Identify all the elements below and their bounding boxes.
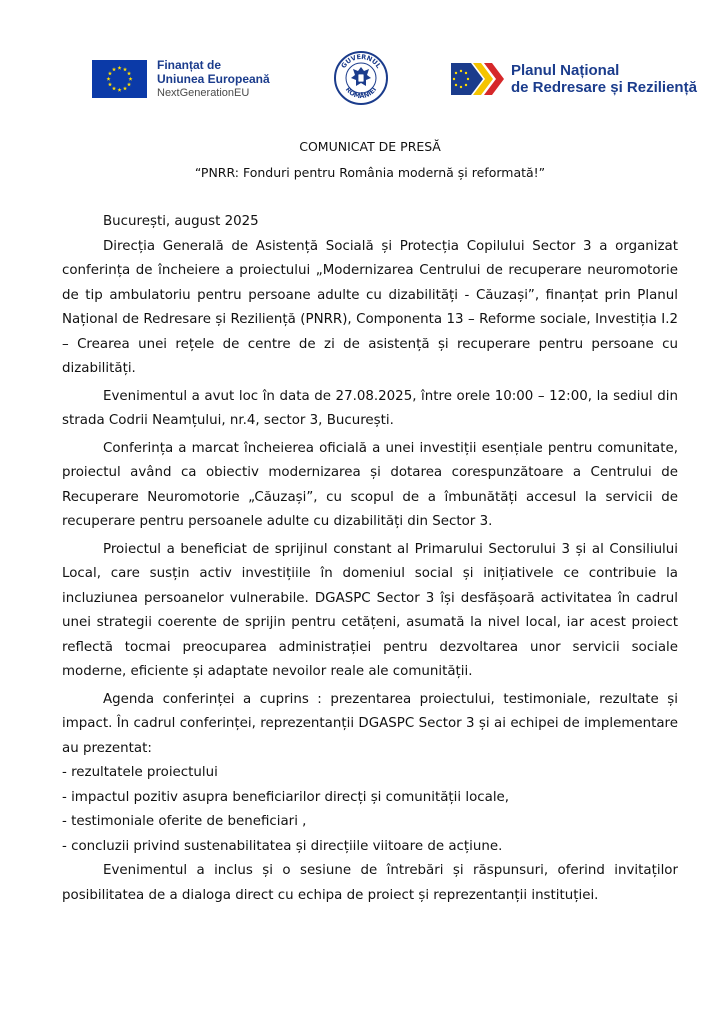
eu-star-icon	[117, 88, 121, 92]
eu-stars-icon	[92, 60, 147, 98]
eu-star-icon	[106, 77, 110, 81]
pnrr-flag-icon	[451, 63, 505, 95]
document-text	[62, 210, 678, 908]
pnrr-logo-line2: de Redresare și Reziliență	[511, 79, 697, 96]
list-item: - testimoniale oferite de beneficiari ,	[62, 814, 307, 829]
paragraph: Agenda conferinței a cuprins : prezentarea proiectului, testimoniale, rezultate și impact. În cadrul conferinței, reprezentanții DGASPC Sector 3 și ai echipei de implementare au prezentat:	[62, 691, 678, 756]
pnrr-logo-text	[511, 62, 697, 96]
eu-star-icon	[112, 86, 116, 90]
eu-logo-line3: NextGenerationEU	[157, 87, 250, 99]
paragraph: Evenimentul a avut loc în data de 27.08.2025, între orele 10:00 – 12:00, la sediul din strada Codrii Neamțului, nr.4, sector 3, București.	[62, 388, 678, 428]
eu-star-icon	[128, 77, 132, 81]
eu-logo-line2: Uniunea Europeană	[157, 72, 270, 86]
list-item: - rezultatele proiectului	[62, 765, 218, 780]
eu-star-icon	[127, 71, 131, 75]
eu-star-icon	[123, 67, 127, 71]
pnrr-logo	[451, 62, 697, 96]
paragraph: Direcția Generală de Asistență Socială și Protecția Copilului Sector 3 a organizat conferința de încheiere a proiectului „Modernizarea Centrului de recuperare neuromotorie de tip ambulatoriu pentru persoane adulte cu dizabilități - Căuzași”, finanțat prin Planul Național de Redresare și Reziliență (PNRR), Componenta 13 – Reforme sociale, Investiția I.2 – Crearea unei rețele de centre de zi de asistență și recuperare pentru persoane cu dizabilități.	[62, 238, 678, 376]
eu-funding-logo	[92, 58, 270, 100]
document-subheading: “PNRR: Fonduri pentru România modernă și reformată!”	[194, 165, 546, 180]
document-heading: COMUNICAT DE PRESĂ	[299, 139, 441, 154]
eu-logo-text	[157, 58, 270, 100]
svg-text:GUVERNUL: GUVERNUL	[339, 52, 383, 70]
eu-star-icon	[108, 71, 112, 75]
eu-flag-icon	[92, 60, 147, 98]
pnrr-logo-line1: Planul Național	[511, 62, 620, 79]
header-logos	[0, 50, 724, 120]
romanian-government-seal-icon	[333, 50, 389, 106]
list-item: - impactul pozitiv asupra beneficiarilor direcți și comunității locale,	[62, 789, 510, 805]
paragraph: Proiectul a beneficiat de sprijinul constant al Primarului Sectorului 3 și al Consiliului Local, care susțin activ investițiile în domeniul social și inițiativele ce contribuie la incluziunea persoanelor vulnerabile. DGASPC Sector 3 își desfășoară activitatea în cadrul unei strategii coerente de sprijin pentru cetățeni, asumată la nivel local, iar acest proiect reflectă tocmai preocuparea administrației pentru dezvoltarea unor servicii sociale moderne, eficiente și adaptate nevoilor reale ale comunității.	[62, 541, 678, 679]
list-item: - concluzii privind sustenabilitatea și direcțiile viitoare de acțiune.	[62, 838, 503, 854]
eu-star-icon	[112, 67, 116, 71]
eu-star-icon	[123, 86, 127, 90]
press-release-body	[62, 130, 678, 908]
closing-paragraph: Evenimentul a inclus și o sesiune de întrebări și răspunsuri, oferind invitaților posibilitatea de a dialoga direct cu echipa de proiect și reprezentanții instituției.	[62, 863, 678, 903]
eu-logo-line1: Finanțat de	[157, 58, 222, 72]
date-line: București, august 2025	[103, 214, 259, 229]
svg-text:ROMÂNIEI: ROMÂNIEI	[343, 85, 379, 101]
eu-star-icon	[117, 66, 121, 70]
paragraph: Conferința a marcat încheierea oficială a unei investiții esențiale pentru comunitate, proiectul având ca obiectiv modernizarea și dotarea corespunzătoare a Centrului de Recuperare Neuromotorie „Căuzași”, cu scopul de a îmbunătăți accesul la servicii de recuperare pentru persoanele adulte cu dizabilități din Sector 3.	[62, 440, 678, 529]
eu-star-icon	[108, 82, 112, 86]
eu-star-icon	[127, 82, 131, 86]
